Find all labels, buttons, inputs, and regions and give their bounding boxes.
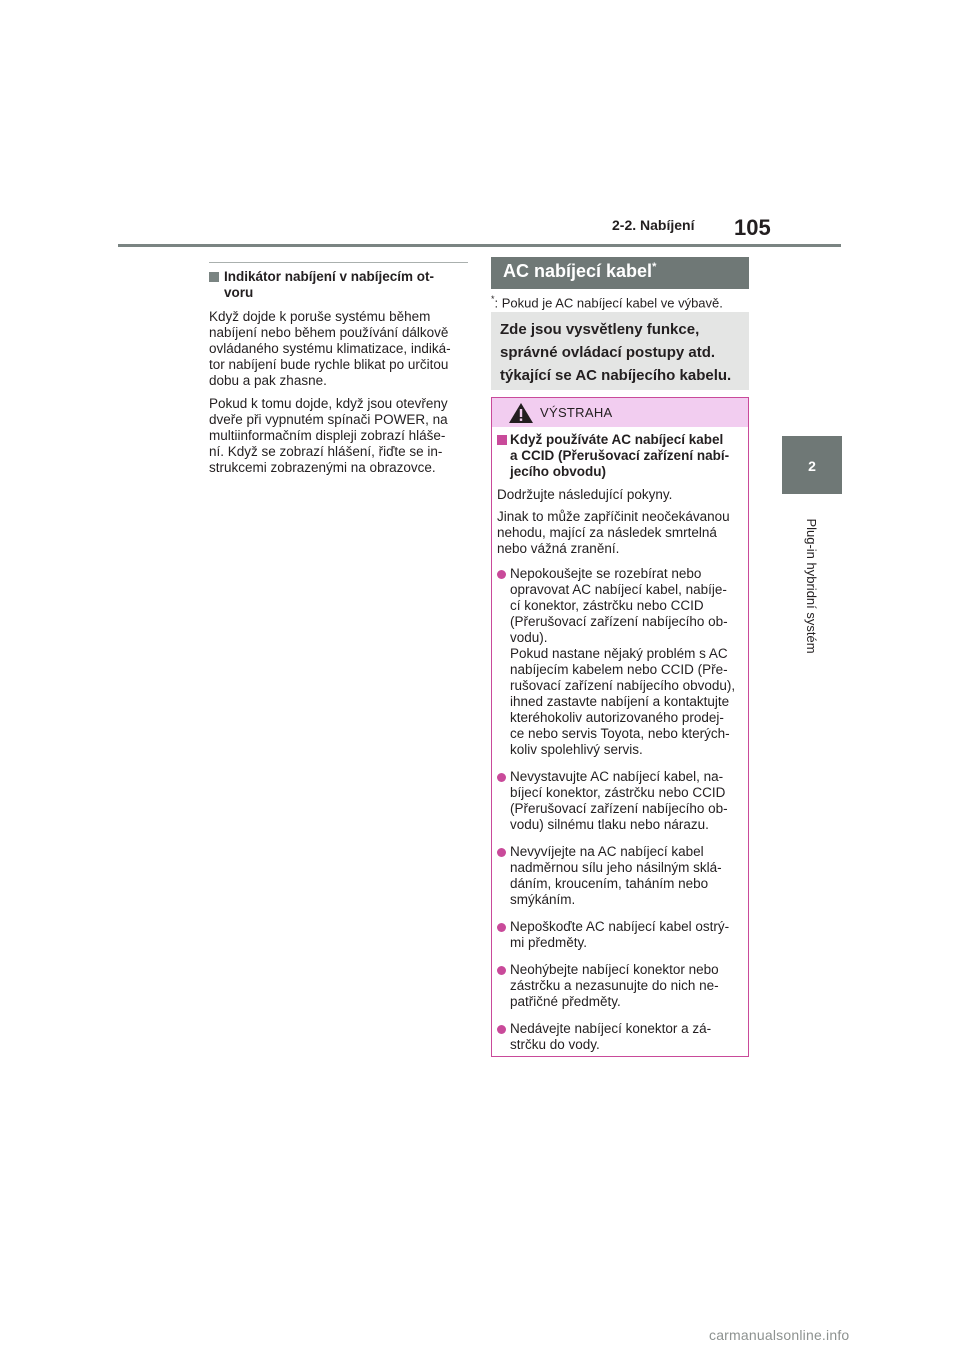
- section-heading: [503, 261, 656, 282]
- footnote-marker: *: [491, 294, 495, 304]
- bullet-dot-icon: [497, 966, 506, 975]
- charging-indicator-heading: [209, 269, 471, 301]
- warning-subheading-text: Když používáte AC nabíjecí kabel a CCID (Přerušovací zařízení nabí- jecího obvodu): [510, 432, 730, 479]
- warning-bullet: [497, 844, 748, 908]
- warning-bullet: [497, 566, 748, 758]
- charging-indicator-heading-text: Indikátor nabíjení v nabíjecím ot- voru: [224, 269, 435, 300]
- left-column: [209, 269, 471, 483]
- section-title: 2-2. Nabíjení: [612, 217, 695, 233]
- bullet-dot-icon: [497, 1025, 506, 1034]
- warning-bullet-text: Neohýbejte nabíjecí konektor nebo zástrčku a nezasunujte do nich ne- patřičné předměty.: [510, 962, 719, 1009]
- bullet-dot-icon: [497, 923, 506, 932]
- warning-paragraph: Jinak to může zapříčinit neočekávanou nehodu, mající za následek smrtelná nebo vážná zranění.: [497, 509, 730, 556]
- header-rule: [118, 244, 841, 247]
- warning-bullet: [497, 919, 748, 951]
- warning-bullet: [497, 1021, 748, 1053]
- warning-paragraph: Dodržujte následující pokyny.: [497, 487, 673, 502]
- square-bullet-icon: [497, 435, 507, 445]
- warning-bullet-text: Nepoškoďte AC nabíjecí kabel ostrý- mi předměty.: [510, 919, 730, 950]
- warning-bullet: [497, 962, 748, 1010]
- bullet-dot-icon: [497, 848, 506, 857]
- square-bullet-icon: [209, 272, 219, 282]
- warning-bullet-text: Nedávejte nabíjecí konektor a zá- strčku do vody.: [510, 1021, 712, 1052]
- bullet-dot-icon: [497, 570, 506, 579]
- footnote: [491, 294, 753, 310]
- chapter-number: 2: [808, 458, 816, 474]
- footnote-text: : Pokud je AC nabíjecí kabel ve výbavě.: [494, 295, 723, 311]
- intro-text: Zde jsou vysvětleny funkce, správné ovládací postupy atd. týkající se AC nabíjecího kabelu.: [500, 321, 732, 384]
- warning-title: VÝSTRAHA: [540, 405, 613, 420]
- left-column-rule: [209, 262, 468, 263]
- footer-watermark: carmanualsonline.info: [709, 1327, 850, 1343]
- paragraph: Když dojde k poruše systému během nabíjení nebo během používání dálkově ovládaného systému klimatizace, indiká- tor nabíjení bude rychle blikat po určitou dobu a pak zhasne.: [209, 309, 451, 388]
- paragraph: Pokud k tomu dojde, když jsou otevřeny dveře při vypnutém spínači POWER, na multiinformačním displeji zobrazí hláše- ní. Když se zobrazí hlášení, řiďte se in- strukcemi zobrazenými na obrazovce.: [209, 396, 448, 475]
- warning-body: [497, 432, 748, 1064]
- warning-bullet-text: Nevyvíjejte na AC nabíjecí kabel nadměrnou sílu jeho násilným sklá- dáním, kroucením, taháním nebo smýkáním.: [510, 844, 722, 907]
- section-heading-text: AC nabíjecí kabel: [503, 261, 653, 281]
- heading-footnote-marker: *: [652, 261, 657, 273]
- bullet-dot-icon: [497, 773, 506, 782]
- chapter-label: Plug-in hybridní systém: [804, 518, 819, 654]
- warning-triangle-icon: [508, 402, 534, 424]
- page-number: 105: [734, 215, 771, 240]
- warning-subheading: [497, 432, 748, 480]
- warning-bullet-text: Nevystavujte AC nabíjecí kabel, na- bíjecí konektor, zástrčku nebo CCID (Přerušovací zařízení nabíjecího ob- vodu) silnému tlaku nebo nárazu.: [510, 769, 728, 832]
- warning-bullet: [497, 769, 748, 833]
- warning-bullet-text: Nepokoušejte se rozebírat nebo opravovat AC nabíjecí kabel, nabíje- cí konektor, zástrčku nebo CCID (Přerušovací zařízení nabíjecího ob- vodu). Pokud nastane nějaký problém s AC nabíjecím kabelem nebo CCID (Pře- rušovací zařízení nabíjecího obvodu), ihned zastavte nabíjení a kontaktujte kteréhokoliv autorizovaného prodej- ce nebo servis Toyota, nebo kterých- koliv spolehlivý servis.: [510, 566, 736, 757]
